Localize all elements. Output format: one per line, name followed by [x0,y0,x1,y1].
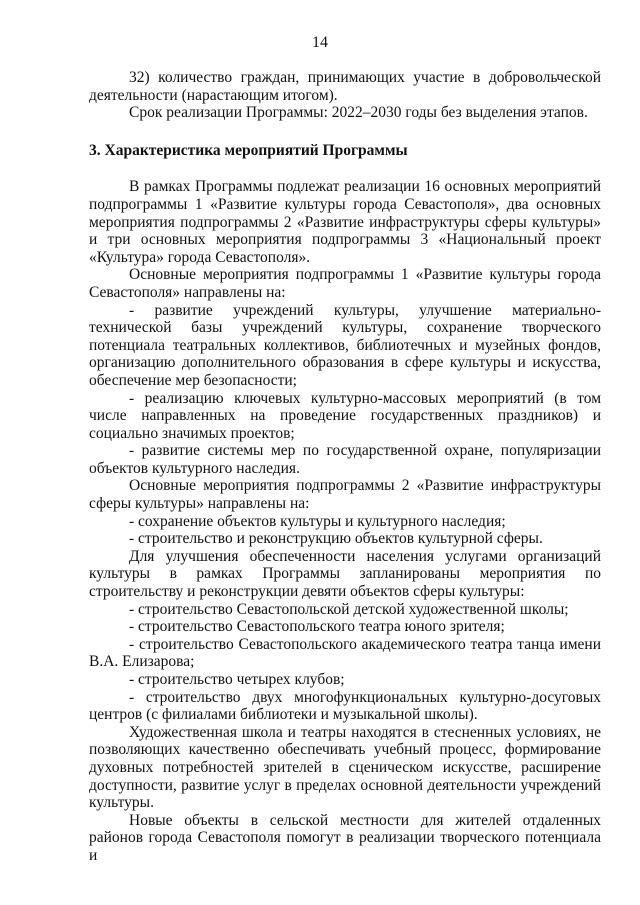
paragraph: Для улучшения обеспеченности населения услугами организаций культуры в рамках Программы запланированы мероприятия по строительству и реконструкции девяти объектов сферы культуры: [89,547,601,601]
intro-paragraph: Срок реализации Программы: 2022–2030 годы без выделения этапов. [129,104,588,122]
section-title: 3. Характеристика мероприятий Программы [89,141,408,159]
paragraph: Художественная школа и театры находятся в стесненных условиях, не позволяющих качественно обеспечивать учебный процесс, формирование духовных потребностей зрителей в сценическом искусстве, расширение доступности, развитие услуг в пределах основной деятельности учреждений культуры. [89,723,601,812]
list-item: - строительство двух многофункциональных культурно-досуговых центров (с филиалами библиотеки и музыкальной школы). [89,688,601,724]
paragraph: Основные мероприятия подпрограммы 2 «Развитие инфраструктуры сферы культуры» направлены на: [89,477,601,513]
list-item: - развитие учреждений культуры, улучшение материально-технической базы учреждений культуры, сохранение творческого потенциала театральных коллективов, библиотечных и музейных фондов, организацию дополнительного образования в сфере культуры и искусства, обеспечение мер безопасности; [89,301,601,389]
document-body [89,69,601,865]
page-number: 14 [312,34,328,51]
list-item: - развитие системы мер по государственной охране, популяризации объектов культурного наследия. [89,442,601,477]
list-item: - реализацию ключевых культурно-массовых мероприятий (в том числе направленных на проведение государственных праздников) и социально значимых проектов; [89,389,601,442]
paragraph: Новые объекты в сельской местности для жителей отдаленных районов города Севастополя помогут в реализации творческого потенциала и [89,811,601,864]
list-item: - строительство Севастопольской детской художественной школы; [129,600,569,618]
list-item: - строительство четырех клубов; [129,671,345,688]
paragraph: В рамках Программы подлежат реализации 16 основных мероприятий подпрограммы 1 «Развитие культуры города Севастополя», два основных мероприятия подпрограммы 2 «Развитие инфраструктуры сферы культуры» и три основных мероприятия подпрограммы 3 «Национальный проект «Культура» города Севастополя». [89,178,601,266]
list-item: - сохранение объектов культуры и культурного наследия; [129,512,506,530]
list-item: - строительство Севастопольского академического театра танца имени В.А. Елизарова; [89,635,601,671]
intro-paragraph: 32) количество граждан, принимающих участие в добровольческой деятельности (нарастающим итогом). [89,69,601,104]
list-item: - строительство и реконструкцию объектов культурной сферы. [129,530,543,548]
paragraph: Основные мероприятия подпрограммы 1 «Развитие культуры города Севастополя» направлены на: [89,266,601,301]
list-item: - строительство Севастопольского театра юного зрителя; [129,618,505,636]
